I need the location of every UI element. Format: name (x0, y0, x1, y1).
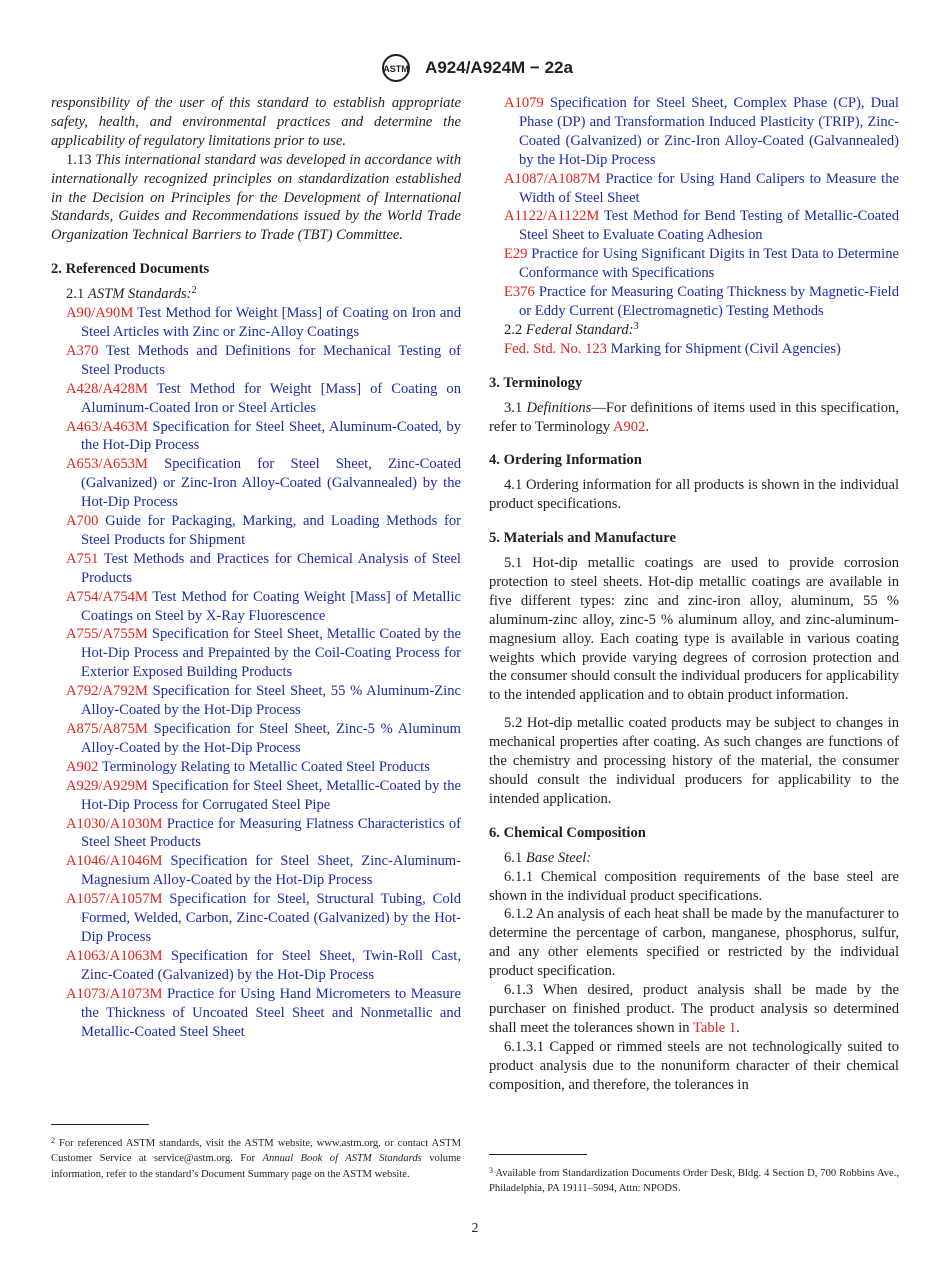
reference-code-link[interactable]: A929/A929M (66, 777, 148, 794)
section-heading-referenced-documents: 2. Referenced Documents (51, 261, 210, 278)
reference-item (51, 512, 461, 550)
reference-title-link[interactable]: Practice for Measuring Flatness Characteristics of Steel Sheet Products (81, 815, 461, 851)
reference-item (51, 550, 461, 588)
section-heading-materials-manufacture: 5. Materials and Manufacture (489, 530, 676, 547)
footnote-italic-text: Annual Book of ASTM Standards (262, 1153, 422, 1165)
footnote-rule-right (489, 1154, 587, 1155)
reference-item (51, 985, 461, 1042)
reference-item (51, 720, 461, 758)
reference-title-link[interactable]: Practice for Using Significant Digits in Test Data to Determine Conformance with Specifications (519, 246, 899, 282)
reference-title-link[interactable]: Specification for Steel Sheet, Aluminum-Coated, by the Hot-Dip Process (81, 418, 461, 454)
paragraph-text: 6.1.3 When desired, product analysis shall be made by the purchaser on finished product. The product analysis so determined shall meet the tolerances shown in (489, 982, 899, 1036)
section-heading-terminology: 3. Terminology (489, 374, 583, 391)
paragraph-5-2: 5.2 Hot-dip metallic coated products may be subject to changes in mechanical properties after coating. As such changes are functions of the chemistry and processing history of the material, the consumer should consult the individual producers for applicability to the intended application. (489, 715, 899, 807)
reference-code-link[interactable]: A755/A755M (66, 626, 148, 643)
section-number: 6.1 (504, 849, 523, 866)
reference-code-link[interactable]: E376 (504, 284, 535, 301)
subsection-2-2 (489, 321, 899, 340)
footnote-ref: 2 (191, 285, 197, 297)
reference-title-link[interactable]: Specification for Steel Sheet, Zinc-5 % Aluminum Alloy-Coated by the Hot-Dip Process (81, 721, 461, 756)
punctuation: . (645, 418, 650, 435)
reference-code-link[interactable]: A653/A653M (66, 456, 148, 473)
reference-list-right (489, 94, 899, 321)
section-number: 1.13 (66, 151, 92, 168)
page-number: 2 (471, 1221, 479, 1236)
reference-item (51, 380, 461, 418)
subsection-2-1 (51, 285, 461, 304)
footnote-ref: 3 (633, 320, 639, 332)
footnote-text: volume information, refer to the standard’s Document Summary page on the ASTM website. (51, 1153, 462, 1180)
reference-code-link[interactable]: A875/A875M (66, 721, 148, 737)
reference-title-link[interactable]: Test Method for Weight [Mass] of Coating on Aluminum-Coated Iron or Steel Articles (81, 380, 461, 416)
reference-title-link[interactable]: Specification for Steel Sheet, Complex Phase (CP), Dual Phase (DP) and Transformation Induced Plasticity (TRIP), Zinc-Coated (Galvanized) or Zinc-Iron Alloy-Coated (Galvannealed) by the Hot-Dip Process (519, 95, 899, 168)
right-column (489, 94, 899, 1095)
reference-item (51, 890, 461, 947)
table-link[interactable]: Table 1 (693, 1019, 737, 1036)
reference-code-link[interactable]: A902 (66, 758, 99, 775)
reference-title-link[interactable]: Specification for Steel, Structural Tubing, Cold Formed, Welded, Carbon, Zinc-Coated (Galvanized) by the Hot-Dip Process (81, 891, 461, 945)
footnote-2 (51, 1133, 461, 1182)
reference-item (51, 342, 461, 380)
reference-item (489, 245, 899, 283)
reference-item (489, 340, 899, 359)
reference-item (51, 418, 461, 456)
reference-code-link[interactable]: E29 (504, 246, 528, 263)
reference-code-link[interactable]: A428/A428M (66, 380, 148, 397)
punctuation: . (736, 1019, 740, 1036)
reference-item (51, 815, 461, 853)
reference-code-link[interactable]: A463/A463M (66, 418, 148, 435)
reference-code-link[interactable]: A751 (66, 550, 99, 567)
subsection-label: ASTM Standards: (87, 286, 192, 303)
paragraph-3-1 (489, 399, 899, 437)
footnote-number: 2 (51, 1136, 55, 1145)
reference-code-link[interactable]: Fed. Std. No. 123 (504, 340, 607, 357)
reference-list-left (51, 304, 461, 1041)
paragraph-4-1: 4.1 Ordering information for all products is shown in the individual product specifications. (489, 477, 899, 513)
terminology-link[interactable]: A902 (612, 418, 646, 435)
left-column (51, 94, 461, 1041)
reference-title-link[interactable]: Guide for Packaging, Marking, and Loading Methods for Steel Products for Shipment (81, 513, 461, 548)
reference-code-link[interactable]: A792/A792M (66, 683, 148, 700)
reference-item (51, 758, 461, 777)
reference-item (489, 283, 899, 321)
reference-title-link[interactable]: Terminology Relating to Metallic Coated Steel Products (101, 758, 430, 775)
subsection-label: Federal Standard: (525, 321, 634, 338)
reference-title-link[interactable]: Specification for Steel Sheet, Metallic Coated by the Hot-Dip Process and Prepainted by the Coil-Coating Process for Exterior Exposed Building Products (81, 626, 461, 681)
section-number: 3.1 (504, 399, 523, 416)
section-number: 2.1 (66, 286, 85, 303)
reference-code-link[interactable]: A754/A754M (66, 588, 148, 605)
section-number: 2.2 (504, 321, 523, 338)
designation-title: A924/A924M − 22a (425, 58, 573, 77)
reference-code-link[interactable]: A1122/A1122M (504, 208, 600, 225)
page-header (0, 52, 950, 84)
reference-title-link[interactable]: Specification for Steel Sheet, Twin-Roll Cast, Zinc-Coated (Galvanized) by the Hot-Dip Process (81, 947, 461, 983)
reference-item (489, 207, 899, 245)
reference-title-link[interactable]: Specification for Steel Sheet, Zinc-Coated (Galvanized) or Zinc-Iron Alloy-Coated (Galvannealed) by the Hot-Dip Process (81, 456, 461, 511)
reference-code-link[interactable]: A1079 (504, 95, 544, 111)
footnote-text: Available from Standardization Documents Order Desk, Bldg. 4 Section D, 700 Robbins Ave., Philadelphia, PA 19111–5094, Attn: NPODS. (489, 1168, 899, 1195)
reference-item (51, 852, 461, 890)
reference-code-link[interactable]: A700 (66, 513, 99, 530)
reference-item (51, 947, 461, 985)
reference-item (51, 588, 461, 626)
reference-title-link[interactable]: Specification for Steel Sheet, 55 % Aluminum-Zinc Alloy-Coated by the Hot-Dip Process (81, 683, 461, 719)
paragraph-text: This international standard was developed in accordance with internationally recognized principles on standardization established in the Decision on Principles for the Development of International Standards, Guides and Recommendations issued by the World Trade Organization Technical Barriers to Trade (TBT) Committee. (51, 151, 461, 244)
reference-code-link[interactable]: A90/A90M (66, 305, 134, 322)
footnote-number: 3 (489, 1166, 493, 1175)
reference-title-link[interactable]: Test Method for Coating Weight [Mass] of Metallic Coatings on Steel by X-Ray Fluorescence (81, 588, 462, 624)
reference-title-link[interactable]: Practice for Using Hand Micrometers to Measure the Thickness of Uncoated Steel Sheet and Nonmetallic and Metallic-Coated Steel Sheet (81, 985, 461, 1040)
reference-title-link[interactable]: Test Methods and Practices for Chemical Analysis of Steel Products (81, 550, 461, 586)
reference-title-link[interactable]: Test Method for Weight [Mass] of Coating on Iron and Steel Articles with Zinc or Zinc-Alloy Coatings (81, 305, 461, 340)
reference-code-link[interactable]: A370 (66, 342, 99, 359)
reference-title-link[interactable]: Test Methods and Definitions for Mechanical Testing of Steel Products (81, 342, 461, 378)
section-heading-chemical-composition: 6. Chemical Composition (489, 824, 646, 841)
paragraph-6-1 (489, 849, 899, 868)
reference-code-link[interactable]: A1030/A1030M (66, 815, 163, 832)
term-label: Definitions (526, 399, 592, 416)
reference-item (51, 682, 461, 720)
reference-title-link[interactable]: Specification for Steel Sheet, Zinc-Aluminum-Magnesium Alloy-Coated by the Hot-Dip Process (81, 853, 462, 889)
subsection-label: Base Steel: (525, 849, 592, 866)
reference-title-link[interactable]: Practice for Measuring Coating Thickness by Magnetic-Field or Eddy Current (Electromagnetic) Testing Methods (519, 284, 899, 319)
reference-code-link[interactable]: A1057/A1057M (66, 891, 163, 908)
reference-title-link[interactable]: Test Method for Bend Testing of Metallic-Coated Steel Sheet to Evaluate Coating Adhesion (519, 208, 899, 244)
paragraph-6-1-3 (489, 981, 899, 1038)
svg-text:ASTM: ASTM (383, 64, 409, 74)
paragraph-6-1-2: 6.1.2 An analysis of each heat shall be made by the manufacturer to determine the percentage of carbon, manganese, phosphorus, sulfur, and any other elements specified or restricted by the individual product specification. (489, 906, 899, 980)
reference-code-link[interactable]: A1063/A1063M (66, 947, 163, 964)
paragraph-6-1-3-1: 6.1.3.1 Capped or rimmed steels are not technologically suited to product analysis due to the nonuniform character of their chemical composition, and therefore, the tolerances in (489, 1038, 899, 1093)
reference-code-link[interactable]: A1073/A1073M (66, 985, 163, 1002)
reference-title-link[interactable]: Practice for Using Hand Calipers to Measure the Width of Steel Sheet (519, 170, 899, 206)
reference-item (51, 625, 461, 682)
footnote-text: For referenced ASTM standards, visit the ASTM website, www.astm.org, or contact ASTM Customer Service at service@astm.org. For (51, 1138, 461, 1165)
reference-item (51, 777, 461, 815)
reference-title-link[interactable]: Marking for Shipment (Civil Agencies) (610, 340, 841, 357)
reference-code-link[interactable]: A1087/A1087M (504, 170, 601, 187)
section-heading-ordering-information: 4. Ordering Information (489, 452, 642, 469)
paragraph-text: —For definitions of items used in this specification, refer to Terminology (489, 399, 899, 435)
reference-code-link[interactable]: A1046/A1046M (66, 853, 163, 870)
footnote-rule-left (51, 1124, 149, 1125)
reference-item (489, 94, 899, 170)
reference-item (489, 170, 899, 208)
paragraph-1-12-continuation: responsibility of the user of this standard to establish appropriate safety, health, and environmental practices and determine the applicability of regulatory limitations prior to use. (51, 95, 461, 149)
astm-logo-icon (377, 52, 415, 84)
reference-item (51, 455, 461, 512)
paragraph-1-13 (51, 151, 461, 246)
reference-title-link[interactable]: Specification for Steel Sheet, Metallic-Coated by the Hot-Dip Process for Corrugated Steel Pipe (81, 777, 462, 813)
reference-item (51, 304, 461, 342)
paragraph-6-1-1: 6.1.1 Chemical composition requirements of the base steel are shown in the individual product specifications. (489, 868, 899, 904)
paragraph-5-1: 5.1 Hot-dip metallic coatings are used to provide corrosion protection to steel sheets. Hot-dip metallic coatings are available in five different types: zinc and zinc-iron alloy, aluminum, 55 % aluminum-zinc alloy, zinc-5 % aluminum alloy, and zinc-aluminum-magnesium alloy. Each coating type is available in various coating weights which provide varying degrees of corrosion protection and the consumer should consult the individual producers for applicability to the intended application and to obtain product information. (489, 555, 899, 704)
footnote-3 (489, 1163, 899, 1197)
